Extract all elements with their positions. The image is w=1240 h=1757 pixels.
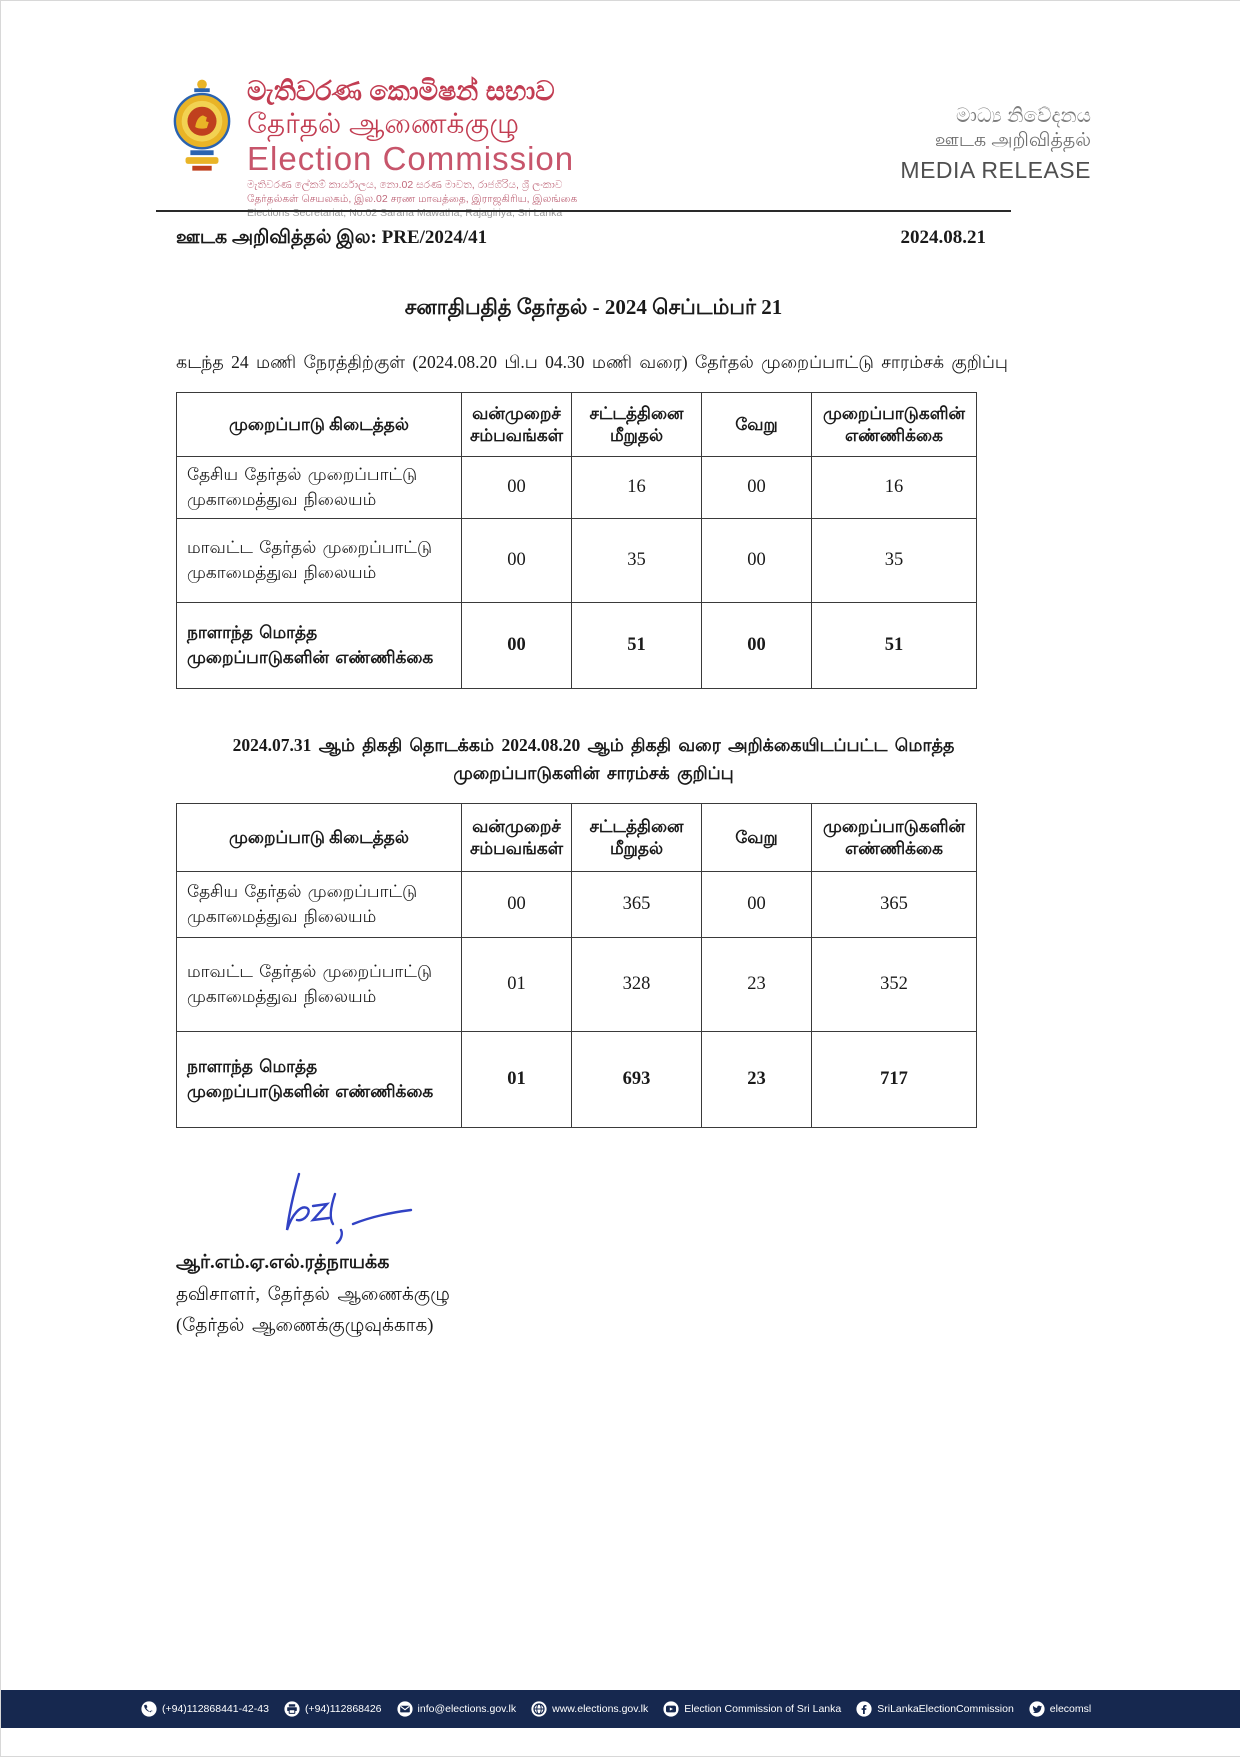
fax-icon <box>284 1701 300 1717</box>
org-title-english: Election Commission <box>247 140 575 178</box>
page-title: சனாதிபதித் தேர்தல் - 2024 செப்டம்பர் 21 <box>404 295 783 319</box>
footer-email <box>397 1701 517 1717</box>
org-title-tamil: தேர்தல் ஆணைக்குழு <box>247 107 520 139</box>
sri-lanka-emblem-logo <box>171 77 233 179</box>
row-label: நாளாந்த மொத்த முறைப்பாடுகளின் எண்ணிக்கை <box>177 1032 462 1128</box>
intro-paragraph: கடந்த 24 மணி நேரத்திற்குள் (2024.08.20 பி.ப 04.30 மணி வரை) தேர்தல் முறைப்பாட்டு சாரம்சக் குறிப்பு <box>176 352 1008 372</box>
cumulative-complaints-table <box>176 803 977 1128</box>
cell-value: 00 <box>702 872 812 938</box>
cell-value: 00 <box>702 457 812 519</box>
footer-fax <box>284 1701 382 1717</box>
table-header-row <box>177 804 977 872</box>
cell-value: 35 <box>812 519 977 603</box>
footer-fax-text: (+94)112868426 <box>304 1703 382 1715</box>
row-label: மாவட்ட தேர்தல் முறைப்பாட்டு முகாமைத்துவ நிலையம் <box>177 519 462 603</box>
table-row <box>177 938 977 1032</box>
cell-value: 365 <box>812 872 977 938</box>
footer-email-text: info@elections.gov.lk <box>417 1703 517 1715</box>
column-header: முறைப்பாடு கிடைத்தல் <box>177 804 462 872</box>
reference-row <box>176 227 986 251</box>
row-label: தேசிய தேர்தல் முறைப்பாட்டு முகாமைத்துவ நிலையம் <box>177 872 462 938</box>
signatory-title: தவிசாளர், தேர்தல் ஆணைக்குழு <box>176 1285 450 1306</box>
table-header-row <box>177 393 977 457</box>
cell-value: 00 <box>702 603 812 689</box>
table-row <box>177 519 977 603</box>
column-header: முறைப்பாடுகளின் எண்ணிக்கை <box>812 393 977 457</box>
cell-value: 00 <box>462 519 572 603</box>
youtube-icon <box>663 1701 679 1717</box>
email-icon <box>397 1701 413 1717</box>
footer-facebook <box>856 1701 1014 1717</box>
footer-youtube <box>663 1701 841 1717</box>
signatory-name: ஆர்.எம்.ஏ.எல்.ரத்நாயக்க <box>176 1252 390 1274</box>
cell-value: 717 <box>812 1032 977 1128</box>
media-release-sinhala: මාධ්‍ය නිවේදනය <box>955 105 1091 127</box>
cell-value: 51 <box>812 603 977 689</box>
footer-phone-text: (+94)112868441-42-43 <box>162 1703 269 1715</box>
signatory-note: (தேர்தல் ஆணைக்குழுவுக்காக) <box>176 1316 434 1337</box>
cell-value: 16 <box>812 457 977 519</box>
cell-value: 23 <box>702 938 812 1032</box>
cell-value: 352 <box>812 938 977 1032</box>
handwritten-signature <box>261 1168 431 1248</box>
cell-value: 51 <box>572 603 702 689</box>
cell-value: 365 <box>572 872 702 938</box>
column-header: வன்முறைச் சம்பவங்கள் <box>462 804 572 872</box>
footer-youtube-text: Election Commission of Sri Lanka <box>684 1703 842 1715</box>
media-release-tamil: ஊடக அறிவித்தல் <box>934 130 1091 151</box>
reference-number <box>176 227 487 251</box>
twitter-icon <box>1029 1701 1045 1717</box>
cell-value: 01 <box>462 1032 572 1128</box>
org-address-sinhala: මැතිවරණ ලේකම් කාර්යාලය, නො.02 සරණ මාවත, රාජගිරිය, ශ්‍රී ලංකාව <box>247 179 563 192</box>
org-address-tamil: தேர்தல்கள் செயலகம், இல.02 சரண மாவத்தை, இராஜகிரிய, இலங்கை <box>247 193 578 206</box>
signature-block <box>176 1168 1011 1338</box>
cell-value: 35 <box>572 519 702 603</box>
column-header: வன்முறைச் சம்பவங்கள் <box>462 393 572 457</box>
cell-value: 00 <box>462 457 572 519</box>
footer-facebook-text: SriLankaElectionCommission <box>877 1703 1014 1715</box>
row-label: நாளாந்த மொத்த முறைப்பாடுகளின் எண்ணிக்கை <box>177 603 462 689</box>
row-label: தேசிய தேர்தல் முறைப்பாட்டு முகாமைத்துவ நிலையம் <box>177 457 462 519</box>
commission-identity <box>171 77 577 221</box>
row-label: மாவட்ட தேர்தல் முறைப்பாட்டு முகாமைத்துவ நிலையம் <box>177 938 462 1032</box>
org-address-english: Elections Secretariat, No.02 Sarana Mawatha, Rajagiriya, Sri Lanka <box>247 207 563 220</box>
column-header: வேறு <box>702 804 812 872</box>
column-header: சட்டத்தினை மீறுதல் <box>572 393 702 457</box>
media-release-english: MEDIA RELEASE <box>900 156 1091 183</box>
cell-value: 01 <box>462 938 572 1032</box>
cell-value: 16 <box>572 457 702 519</box>
daily-complaints-table <box>176 392 977 689</box>
cell-value: 23 <box>702 1032 812 1128</box>
phone-icon <box>141 1701 157 1717</box>
header-divider <box>156 210 1011 212</box>
footer-twitter-text: elecomsl <box>1049 1703 1092 1715</box>
footer-phone <box>141 1701 269 1717</box>
table-total-row <box>177 603 977 689</box>
column-header: முறைப்பாடு கிடைத்தல் <box>177 393 462 457</box>
globe-icon <box>531 1701 547 1717</box>
cell-value: 693 <box>572 1032 702 1128</box>
cell-value: 00 <box>462 872 572 938</box>
reference-value: PRE/2024/41 <box>381 227 488 248</box>
facebook-icon <box>856 1701 872 1717</box>
cumulative-section-title: 2024.07.31 ஆம் திகதி தொடக்கம் 2024.08.20 ஆம் திகதி வரை அறிக்கையிடப்பட்ட மொத்த முறைப்பாடுகளின் சாரம்சக் குறிப்பு <box>232 735 955 784</box>
cell-value: 328 <box>572 938 702 1032</box>
cell-value: 00 <box>702 519 812 603</box>
cell-value: 00 <box>462 603 572 689</box>
document-body <box>176 227 1011 1338</box>
org-title-sinhala: මැතිවරණ කොමිෂන් සභාව <box>247 76 555 106</box>
table-row <box>177 872 977 938</box>
column-header: சட்டத்தினை மீறுதல் <box>572 804 702 872</box>
column-header: முறைப்பாடுகளின் எண்ணிக்கை <box>812 804 977 872</box>
footer-contact-bar <box>1 1690 1240 1728</box>
footer-website <box>531 1701 648 1717</box>
media-release-label-block <box>900 77 1091 221</box>
column-header: வேறு <box>702 393 812 457</box>
footer-twitter <box>1029 1701 1091 1717</box>
release-date: 2024.08.21 <box>900 227 986 248</box>
table-total-row <box>177 1032 977 1128</box>
footer-website-text: www.elections.gov.lk <box>552 1703 649 1715</box>
document-header <box>171 77 1091 221</box>
reference-label: ஊடக அறிவித்தல் இல: <box>176 227 377 248</box>
table-row <box>177 457 977 519</box>
